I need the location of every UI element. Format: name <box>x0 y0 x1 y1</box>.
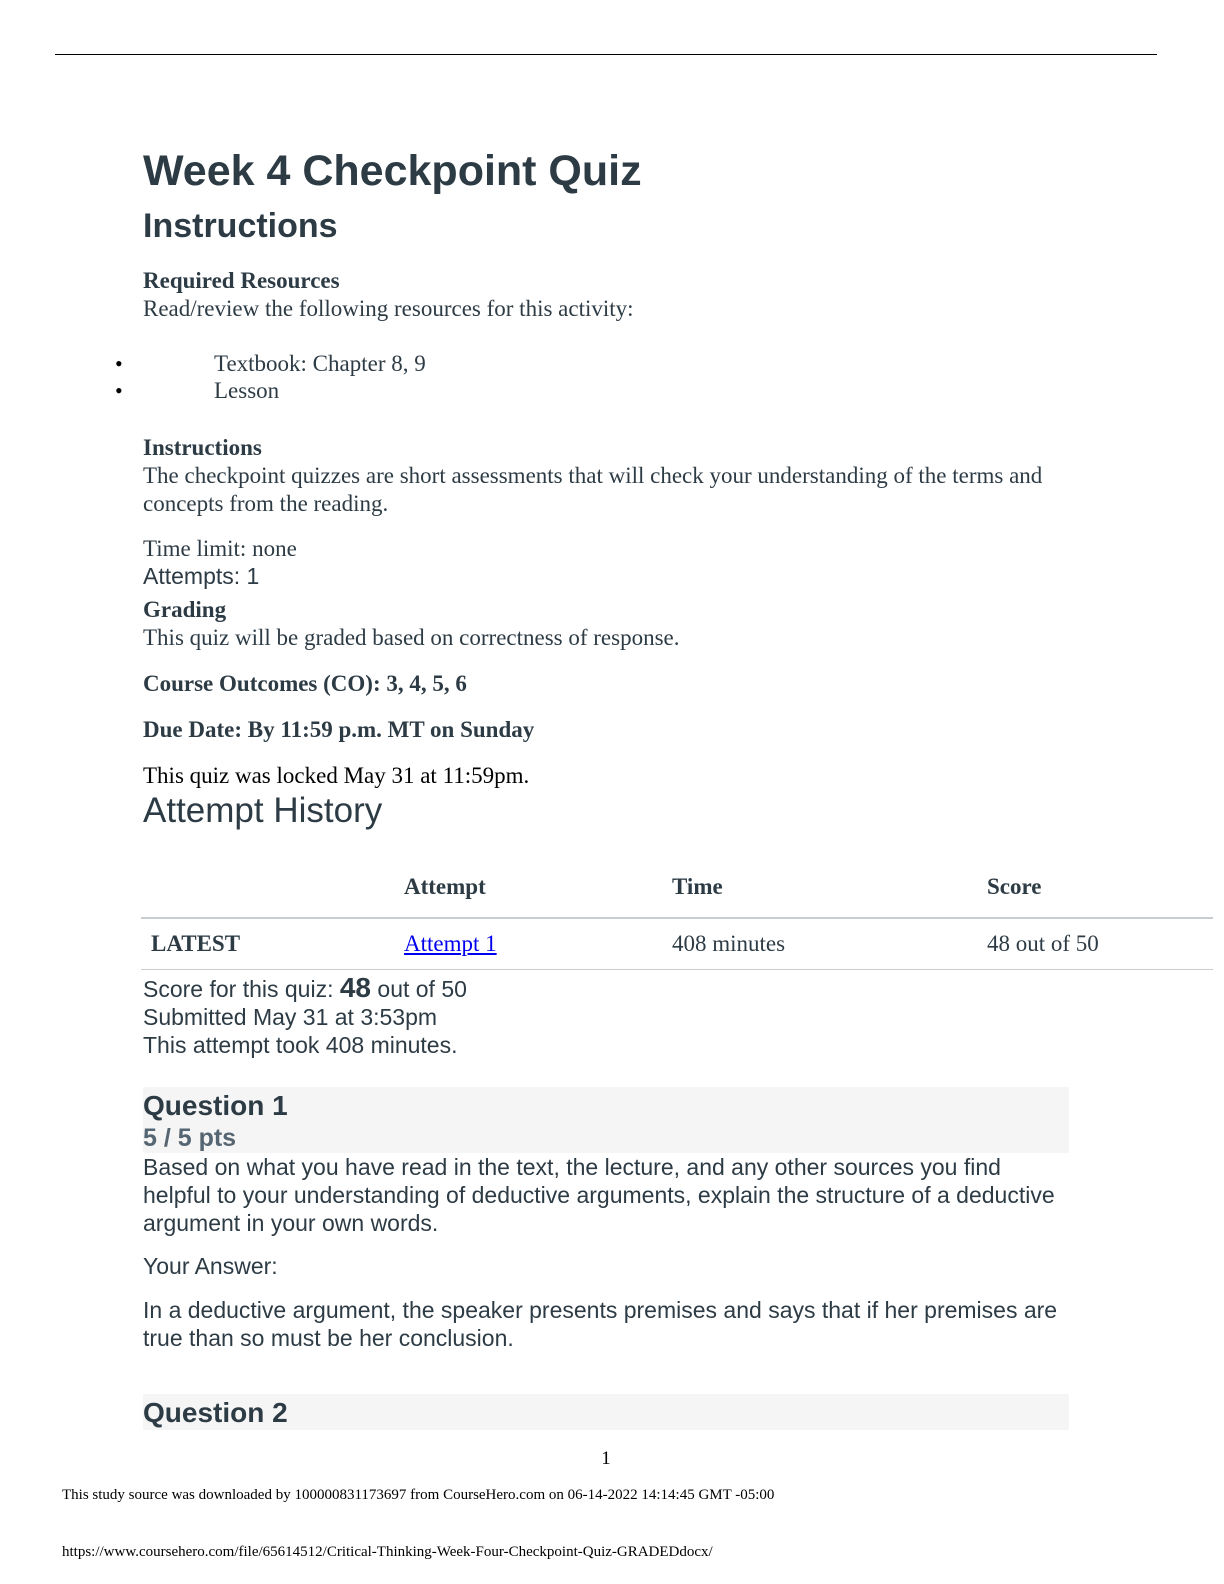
column-header-time: Time <box>671 857 986 918</box>
question-1-header <box>143 1087 1069 1153</box>
quiz-score-line <box>143 974 1224 1003</box>
course-outcomes: Course Outcomes (CO): 3, 4, 5, 6 <box>143 671 467 696</box>
resources-list <box>115 350 1224 404</box>
table-header-row <box>141 857 1213 918</box>
download-note: This study source was downloaded by 100000831173697 from CourseHero.com on 06-14-2022 14:14:45 GMT -05:00 <box>62 1487 775 1503</box>
question-1-points: 5 / 5 pts <box>143 1124 237 1152</box>
bullet-icon: • <box>115 378 123 403</box>
grading-text: This quiz will be graded based on correctness of response. <box>143 625 680 650</box>
score-suffix: out of 50 <box>371 976 467 1002</box>
attempts-count: Attempts: 1 <box>143 563 260 589</box>
latest-badge: LATEST <box>141 918 403 970</box>
source-url: https://www.coursehero.com/file/65614512/Critical-Thinking-Week-Four-Checkpoint-Quiz-GRADEDdocx/ <box>62 1544 713 1560</box>
time-limit: Time limit: none <box>143 536 297 561</box>
score-prefix: Score for this quiz: <box>143 976 340 1002</box>
resources-intro: Read/review the following resources for this activity: <box>143 296 634 321</box>
attempt-cell <box>403 918 671 970</box>
due-date: Due Date: By 11:59 p.m. MT on Sunday <box>143 717 535 742</box>
page-number: 1 <box>601 1448 611 1469</box>
quiz-content <box>115 140 1224 1430</box>
question-1-answer: In a deductive argument, the speaker presents premises and says that if her premises are true than so must be her conclusion. <box>143 1297 1058 1351</box>
attempt-duration: This attempt took 408 minutes. <box>143 1032 458 1058</box>
score-summary <box>143 974 1224 1059</box>
time-cell: 408 minutes <box>671 918 986 970</box>
attempt-1-link[interactable]: Attempt 1 <box>404 931 497 956</box>
required-resources-heading: Required Resources <box>143 268 340 293</box>
attempt-history-title: Attempt History <box>143 791 383 830</box>
list-item <box>115 377 1224 404</box>
column-header-score: Score <box>986 857 1213 918</box>
column-header-label <box>141 857 403 918</box>
question-1 <box>143 1087 1069 1352</box>
resource-item-lesson: Lesson <box>214 378 280 403</box>
submitted-time: Submitted May 31 at 3:53pm <box>143 1004 438 1030</box>
instructions-heading: Instructions <box>143 207 338 245</box>
locked-notice: This quiz was locked May 31 at 11:59pm. <box>143 763 530 788</box>
column-header-attempt: Attempt <box>403 857 671 918</box>
resource-item-textbook: Textbook: Chapter 8, 9 <box>214 351 426 376</box>
question-2-title: Question 2 <box>143 1397 288 1428</box>
instructions-subheading: Instructions <box>143 435 262 460</box>
question-1-title: Question 1 <box>143 1090 288 1121</box>
question-2 <box>143 1394 1069 1430</box>
question-2-header <box>143 1394 1069 1430</box>
list-item <box>115 350 1224 377</box>
table-row <box>141 918 1213 970</box>
instructions-text: The checkpoint quizzes are short assessments that will check your understanding of the terms and concepts from the reading. <box>143 463 1043 516</box>
your-answer-label: Your Answer: <box>143 1253 278 1279</box>
attempt-history-table <box>141 857 1213 970</box>
score-value: 48 <box>339 972 372 1003</box>
top-rule <box>55 54 1157 55</box>
bullet-icon: • <box>115 351 123 376</box>
grading-heading: Grading <box>143 597 227 622</box>
score-cell: 48 out of 50 <box>986 918 1213 970</box>
question-1-text: Based on what you have read in the text, the lecture, and any other sources you find helpful to your understanding of deductive arguments, explain the structure of a deductive argument in your own words. <box>143 1154 1055 1236</box>
page-title: Week 4 Checkpoint Quiz <box>143 147 642 195</box>
